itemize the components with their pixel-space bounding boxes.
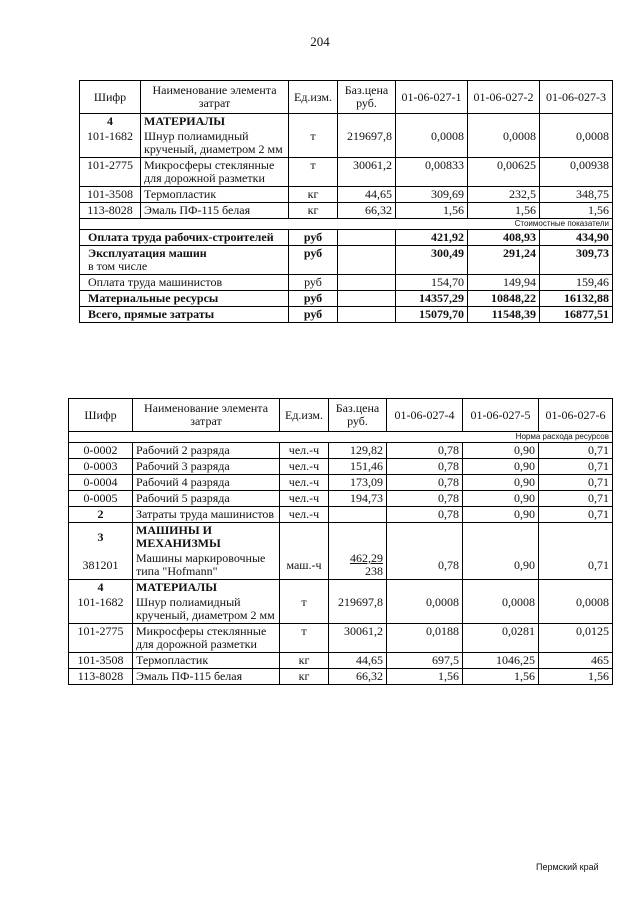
row-value-1: 0,0008 (387, 595, 463, 624)
row-code: 0-0003 (69, 459, 133, 475)
row-value-1: 1,56 (396, 203, 468, 219)
row-name: Машины маркировочные типа "Hofmann" (133, 551, 280, 580)
row-value-3: 348,75 (540, 187, 613, 203)
summary-value-1: 154,70 (396, 275, 468, 291)
row-value-1: 0,78 (387, 491, 463, 507)
row-value-2: 0,0008 (468, 129, 540, 158)
row-value-2: 1,56 (463, 669, 539, 685)
summary-value-3: 16132,88 (540, 291, 613, 307)
row-unit: т (289, 158, 338, 187)
row-price: 219697,8 (338, 129, 396, 158)
row-unit: т (280, 595, 329, 624)
row-value-3: 1,56 (539, 669, 613, 685)
row-code: 113-8028 (69, 669, 133, 685)
section-code: 4 (80, 114, 141, 130)
row-value-1: 309,69 (396, 187, 468, 203)
summary-name-main: Эксплуатация машин (88, 246, 207, 260)
summary-row (80, 246, 613, 275)
row-value-1: 0,78 (387, 551, 463, 580)
subheader-cost-indicators: Стоимостные показатели (80, 219, 613, 230)
summary-value-2: 291,24 (468, 246, 540, 275)
row-value-3: 0,0008 (539, 595, 613, 624)
section-code: 4 (69, 580, 133, 596)
row-value-1: 0,0008 (396, 129, 468, 158)
row-value-1: 0,0188 (387, 624, 463, 653)
row-code: 0-0002 (69, 443, 133, 459)
row-name: Шнур полиамидный крученый, диаметром 2 мм (141, 129, 289, 158)
summary-value-2: 408,93 (468, 230, 540, 246)
row-name: Рабочий 5 разряда (133, 491, 280, 507)
summary-row (80, 230, 613, 246)
section-title: МАТЕРИАЛЫ (141, 114, 289, 130)
row-name: Термопластик (141, 187, 289, 203)
row-price: 66,32 (338, 203, 396, 219)
row-value-3: 0,71 (539, 551, 613, 580)
resource-table-2 (68, 398, 613, 685)
row-name: Микросферы стеклянные для дорожной разметки (141, 158, 289, 187)
row-value-3: 0,71 (539, 491, 613, 507)
row-value-1: 1,56 (387, 669, 463, 685)
row-code: 101-1682 (69, 595, 133, 624)
row-value-3: 0,0125 (539, 624, 613, 653)
row-unit: маш.-ч (280, 551, 329, 580)
row-value-2: 0,0281 (463, 624, 539, 653)
section-title: МАТЕРИАЛЫ (133, 580, 280, 596)
table-row (80, 158, 613, 187)
header-price: Баз.цена руб. (338, 81, 396, 114)
row-name: Термопластик (133, 653, 280, 669)
subheader-row (69, 432, 613, 443)
table-row (80, 203, 613, 219)
table-row (69, 669, 613, 685)
row-unit: чел.-ч (280, 491, 329, 507)
row-price: 30061,2 (338, 158, 396, 187)
row-name: Шнур полиамидный крученый, диаметром 2 мм (133, 595, 280, 624)
summary-value-1: 300,49 (396, 246, 468, 275)
row-value-3: 0,71 (539, 459, 613, 475)
header-col-2: 01-06-027-2 (468, 81, 540, 114)
summary-unit: руб (289, 291, 338, 307)
row-code: 101-1682 (80, 129, 141, 158)
summary-row (80, 275, 613, 291)
row-unit: кг (289, 187, 338, 203)
summary-unit: руб (289, 246, 338, 275)
row-value-2: 232,5 (468, 187, 540, 203)
summary-unit: руб (289, 275, 338, 291)
row-value-3: 0,71 (539, 443, 613, 459)
summary-value-2: 10848,22 (468, 291, 540, 307)
row-code: 0-0004 (69, 475, 133, 491)
row-price: 44,65 (338, 187, 396, 203)
row-price (329, 551, 387, 580)
footer-region: Пермский край (536, 862, 599, 872)
row-value-2: 0,90 (463, 459, 539, 475)
row-code: 2 (69, 507, 133, 523)
row-name: Микросферы стеклянные для дорожной разметки (133, 624, 280, 653)
table-row (80, 129, 613, 158)
header-code: Шифр (69, 399, 133, 432)
row-code: 113-8028 (80, 203, 141, 219)
page-number: 204 (310, 34, 330, 49)
row-unit: чел.-ч (280, 459, 329, 475)
row-unit: чел.-ч (280, 475, 329, 491)
table-row (69, 653, 613, 669)
row-value-3: 0,00938 (540, 158, 613, 187)
row-unit: т (289, 129, 338, 158)
row-value-2: 0,90 (463, 475, 539, 491)
row-value-2: 0,0008 (463, 595, 539, 624)
table-row (69, 595, 613, 624)
row-name: Эмаль ПФ-115 белая (141, 203, 289, 219)
table-row (69, 459, 613, 475)
summary-name: Оплата труда рабочих-строителей (80, 230, 289, 246)
row-name: Рабочий 4 разряда (133, 475, 280, 491)
subheader-row (80, 219, 613, 230)
row-price: 44,65 (329, 653, 387, 669)
header-col-6: 01-06-027-6 (539, 399, 613, 432)
table-row (69, 491, 613, 507)
summary-name: Материальные ресурсы (80, 291, 289, 307)
row-value-1: 0,00833 (396, 158, 468, 187)
header-col-1: 01-06-027-1 (396, 81, 468, 114)
row-unit: кг (289, 203, 338, 219)
section-code: 3 (69, 523, 133, 552)
summary-row (80, 291, 613, 307)
subheader-resource-norm: Норма расхода ресурсов (69, 432, 613, 443)
header-col-4: 01-06-027-4 (387, 399, 463, 432)
table-row (69, 475, 613, 491)
row-value-3: 1,56 (540, 203, 613, 219)
summary-unit: руб (289, 307, 338, 323)
row-name: Рабочий 3 разряда (133, 459, 280, 475)
summary-value-3: 159,46 (540, 275, 613, 291)
summary-value-3: 16877,51 (540, 307, 613, 323)
row-value-3: 0,0008 (540, 129, 613, 158)
row-price: 219697,8 (329, 595, 387, 624)
summary-name: Оплата труда машинистов (80, 275, 289, 291)
table-row (69, 507, 613, 523)
row-value-1: 0,78 (387, 475, 463, 491)
section-row (80, 114, 613, 130)
row-unit: чел.-ч (280, 443, 329, 459)
table-row (69, 624, 613, 653)
summary-value-1: 421,92 (396, 230, 468, 246)
row-value-1: 0,78 (387, 507, 463, 523)
row-price: 66,32 (329, 669, 387, 685)
row-code: 101-2775 (69, 624, 133, 653)
row-value-3: 0,71 (539, 475, 613, 491)
row-value-3: 465 (539, 653, 613, 669)
resource-table-1 (79, 80, 613, 323)
row-unit: кг (280, 669, 329, 685)
row-value-2: 0,00625 (468, 158, 540, 187)
section-title: МАШИНЫ И МЕХАНИЗМЫ (133, 523, 280, 552)
summary-value-2: 149,94 (468, 275, 540, 291)
row-unit: чел.-ч (280, 507, 329, 523)
row-code: 101-2775 (80, 158, 141, 187)
header-unit: Ед.изм. (280, 399, 329, 432)
row-name: Эмаль ПФ-115 белая (133, 669, 280, 685)
row-price: 173,09 (329, 475, 387, 491)
row-value-3: 0,71 (539, 507, 613, 523)
header-unit: Ед.изм. (289, 81, 338, 114)
header-col-3: 01-06-027-3 (540, 81, 613, 114)
header-price: Баз.цена руб. (329, 399, 387, 432)
row-name: Рабочий 2 разряда (133, 443, 280, 459)
section-row (69, 523, 613, 552)
row-price-main: 462,29 (350, 551, 383, 565)
table-header-row (69, 399, 613, 432)
row-code: 0-0005 (69, 491, 133, 507)
row-code: 101-3508 (80, 187, 141, 203)
row-value-2: 0,90 (463, 507, 539, 523)
row-value-2: 1046,25 (463, 653, 539, 669)
table-row (80, 187, 613, 203)
summary-name (80, 246, 289, 275)
section-row (69, 580, 613, 596)
table-row (69, 443, 613, 459)
row-code: 101-3508 (69, 653, 133, 669)
row-value-2: 0,90 (463, 443, 539, 459)
header-name: Наименование элемента затрат (133, 399, 280, 432)
row-value-2: 0,90 (463, 551, 539, 580)
row-price: 129,82 (329, 443, 387, 459)
header-name: Наименование элемента затрат (141, 81, 289, 114)
row-price: 151,46 (329, 459, 387, 475)
row-price: 194,73 (329, 491, 387, 507)
row-name: Затраты труда машинистов (133, 507, 280, 523)
row-value-2: 1,56 (468, 203, 540, 219)
row-unit: т (280, 624, 329, 653)
summary-row (80, 307, 613, 323)
row-value-1: 697,5 (387, 653, 463, 669)
summary-value-2: 11548,39 (468, 307, 540, 323)
row-value-1: 0,78 (387, 459, 463, 475)
row-price-extra: 238 (365, 564, 383, 578)
summary-name-note: в том числе (88, 259, 148, 273)
header-col-5: 01-06-027-5 (463, 399, 539, 432)
summary-value-1: 14357,29 (396, 291, 468, 307)
summary-name: Всего, прямые затраты (80, 307, 289, 323)
summary-value-1: 15079,70 (396, 307, 468, 323)
row-price: 30061,2 (329, 624, 387, 653)
summary-value-3: 309,73 (540, 246, 613, 275)
row-value-2: 0,90 (463, 491, 539, 507)
table-header-row (80, 81, 613, 114)
row-value-1: 0,78 (387, 443, 463, 459)
row-unit: кг (280, 653, 329, 669)
summary-value-3: 434,90 (540, 230, 613, 246)
row-code: 381201 (69, 551, 133, 580)
header-code: Шифр (80, 81, 141, 114)
table-row (69, 551, 613, 580)
summary-unit: руб (289, 230, 338, 246)
